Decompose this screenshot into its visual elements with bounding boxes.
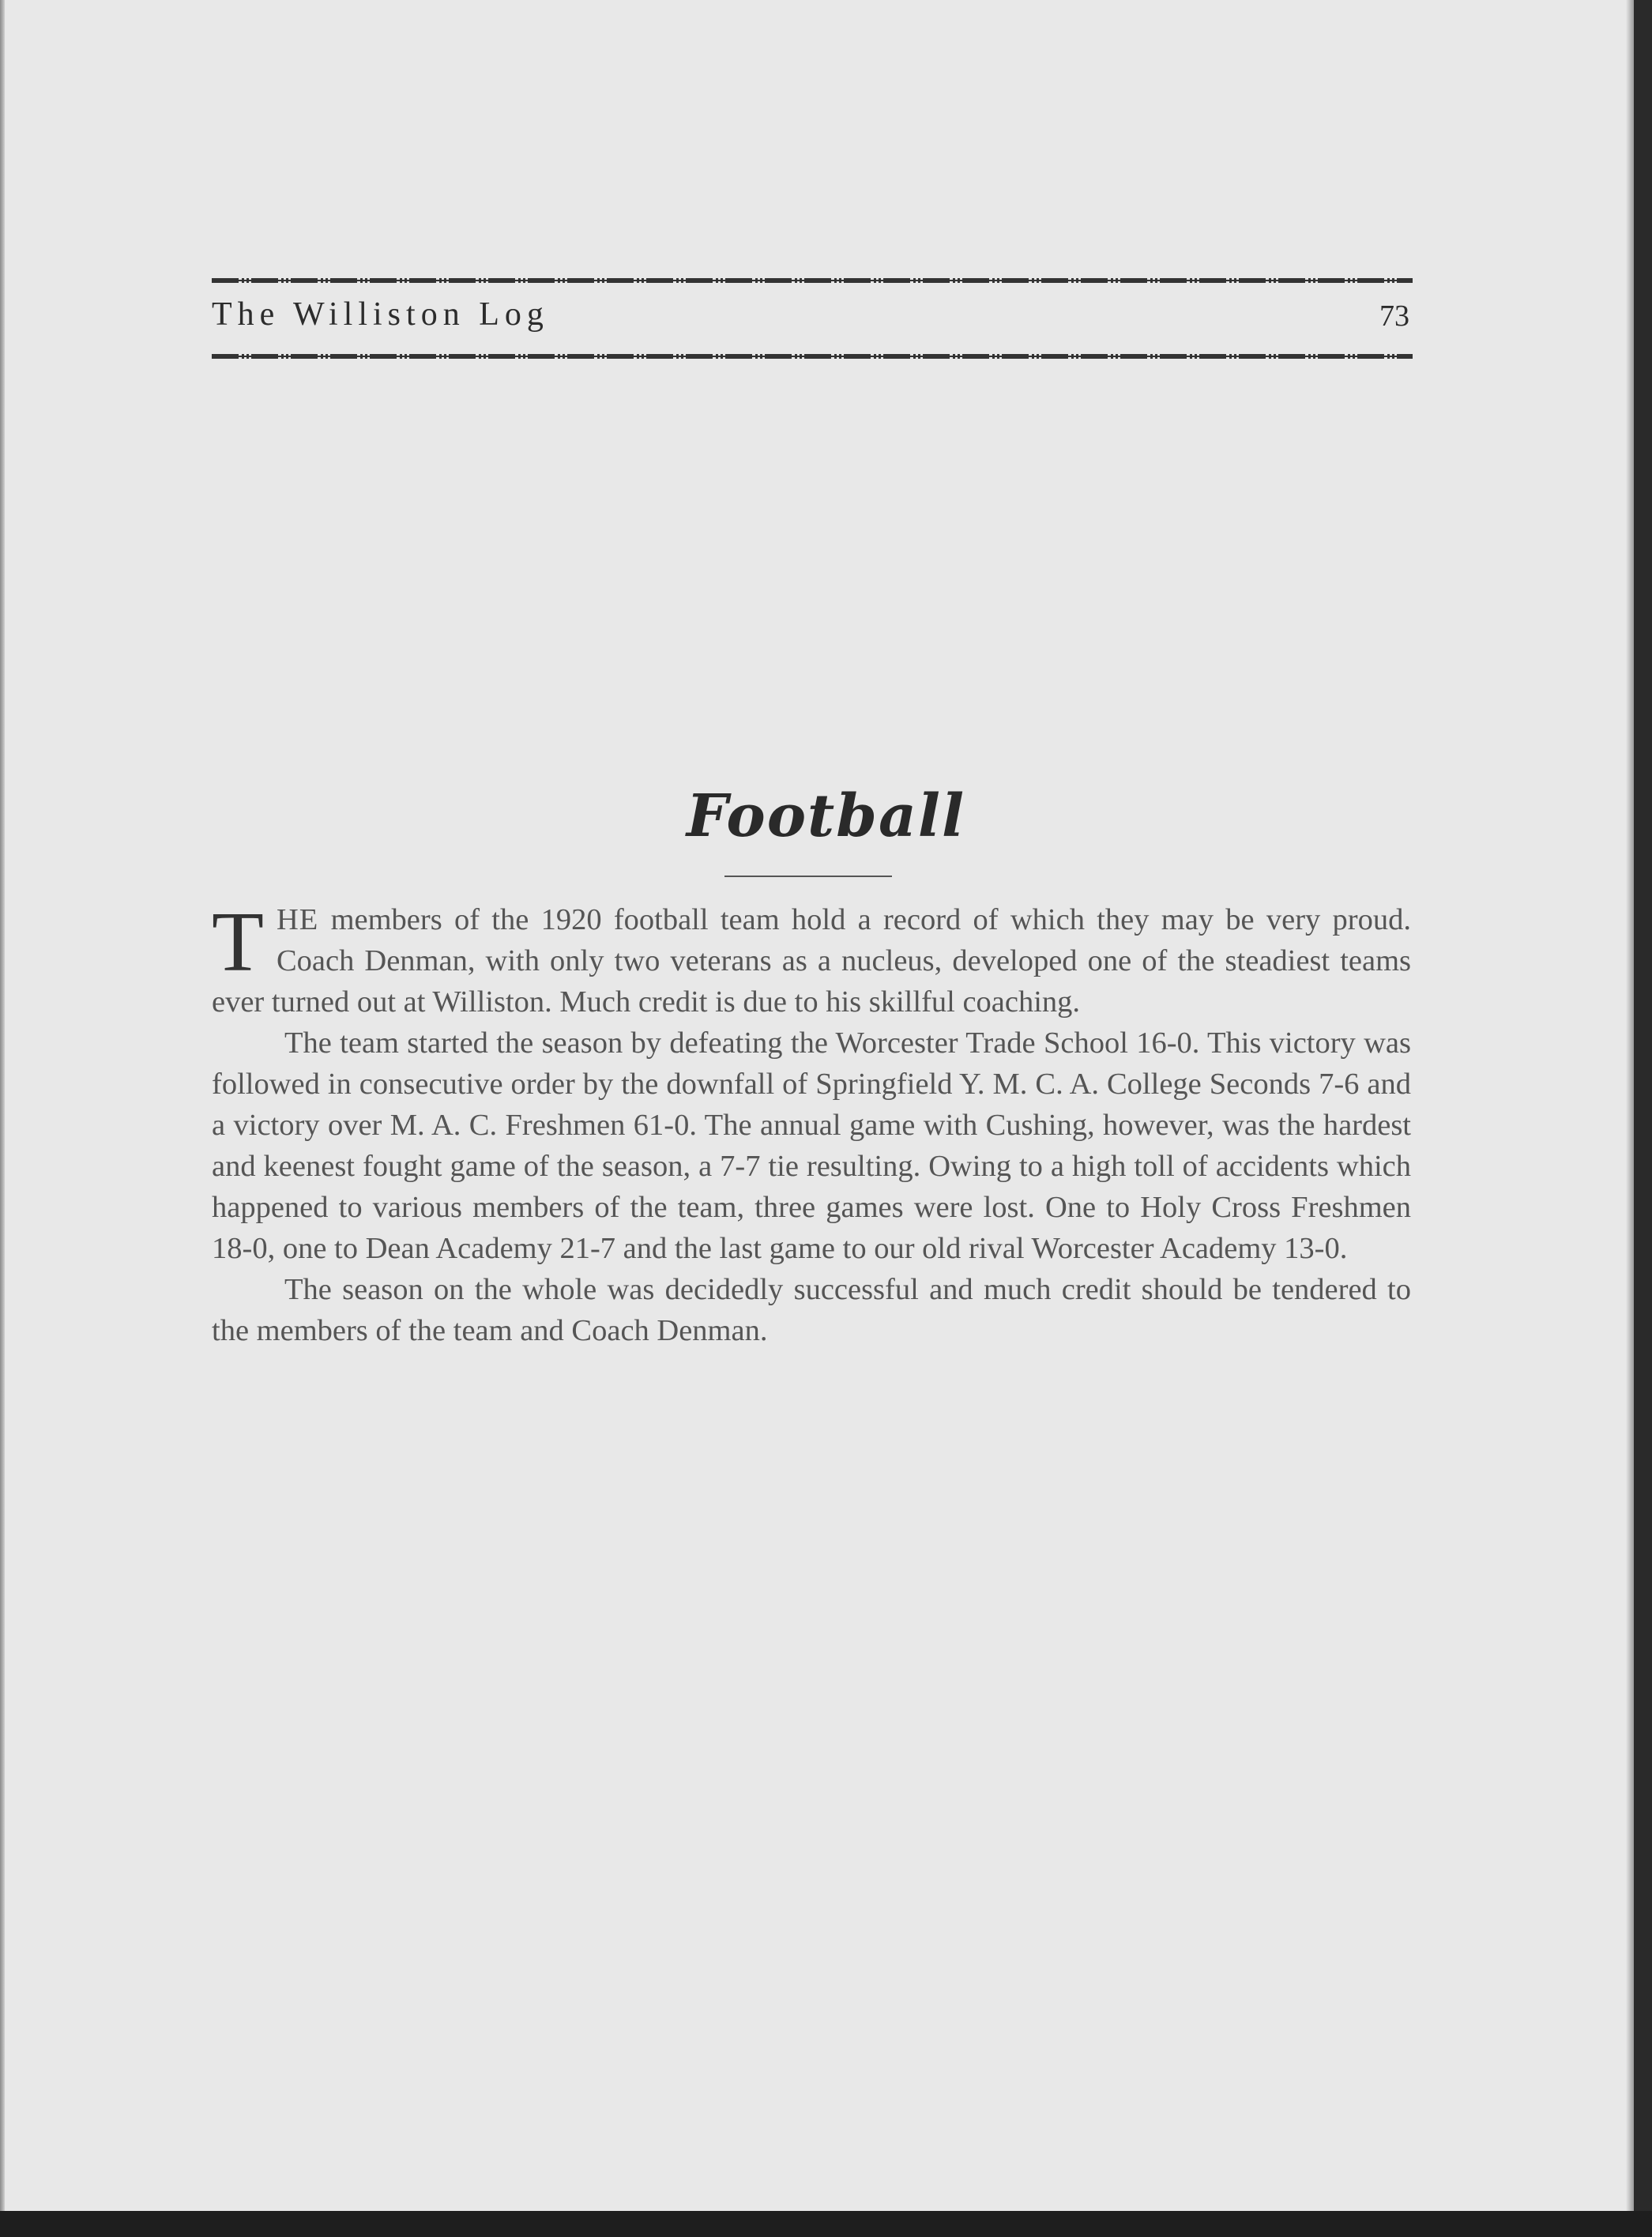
scan-edge-bottom	[0, 2211, 1652, 2237]
paragraph-2: The team started the season by defeating the Worcester Trade School 16-0. This victory was followed in consecutive order by the downfall of Springfield Y. M. C. A. College Seconds 7-6 and a victory over M. A. C. Freshmen 61-0. The annual game with Cushing, however, was the hardest and keenest fought game of the season, a 7-7 tie resulting. Owing to a high toll of accidents which happened to various members of the team, three games were lost. One to Holy Cross Freshmen 18-0, one to Dean Academy 21-7 and the last game to our old rival Worcester Academy 13-0.	[212, 1026, 1411, 1265]
scan-page-shadow	[1626, 0, 1634, 2237]
running-header	[212, 272, 1413, 367]
scan-edge-left	[0, 0, 5, 2237]
page-number: 73	[1379, 299, 1409, 333]
drop-cap: T	[212, 895, 264, 989]
scan-edge-right	[1634, 0, 1652, 2237]
article-body	[212, 895, 1411, 1351]
paragraph-1	[212, 895, 1411, 1022]
paragraph-1-text: members of the 1920 football team hold a record of which they may be very proud. Coach Denman, with only two veterans as a nucleus, developed one of the steadiest teams ever turned out at Williston. Much credit is due to his skillful coaching.	[212, 903, 1411, 1019]
header-rule-bottom	[212, 354, 1413, 359]
paragraph-3: The season on the whole was decidedly successful and much credit should be tendered to the members of the team and Coach Denman.	[212, 1273, 1411, 1347]
first-caps: HE	[276, 903, 319, 936]
header-title: The Williston Log	[212, 296, 549, 333]
section-title: Football	[686, 782, 966, 850]
header-rule-top	[212, 278, 1413, 283]
title-underline	[724, 876, 892, 877]
